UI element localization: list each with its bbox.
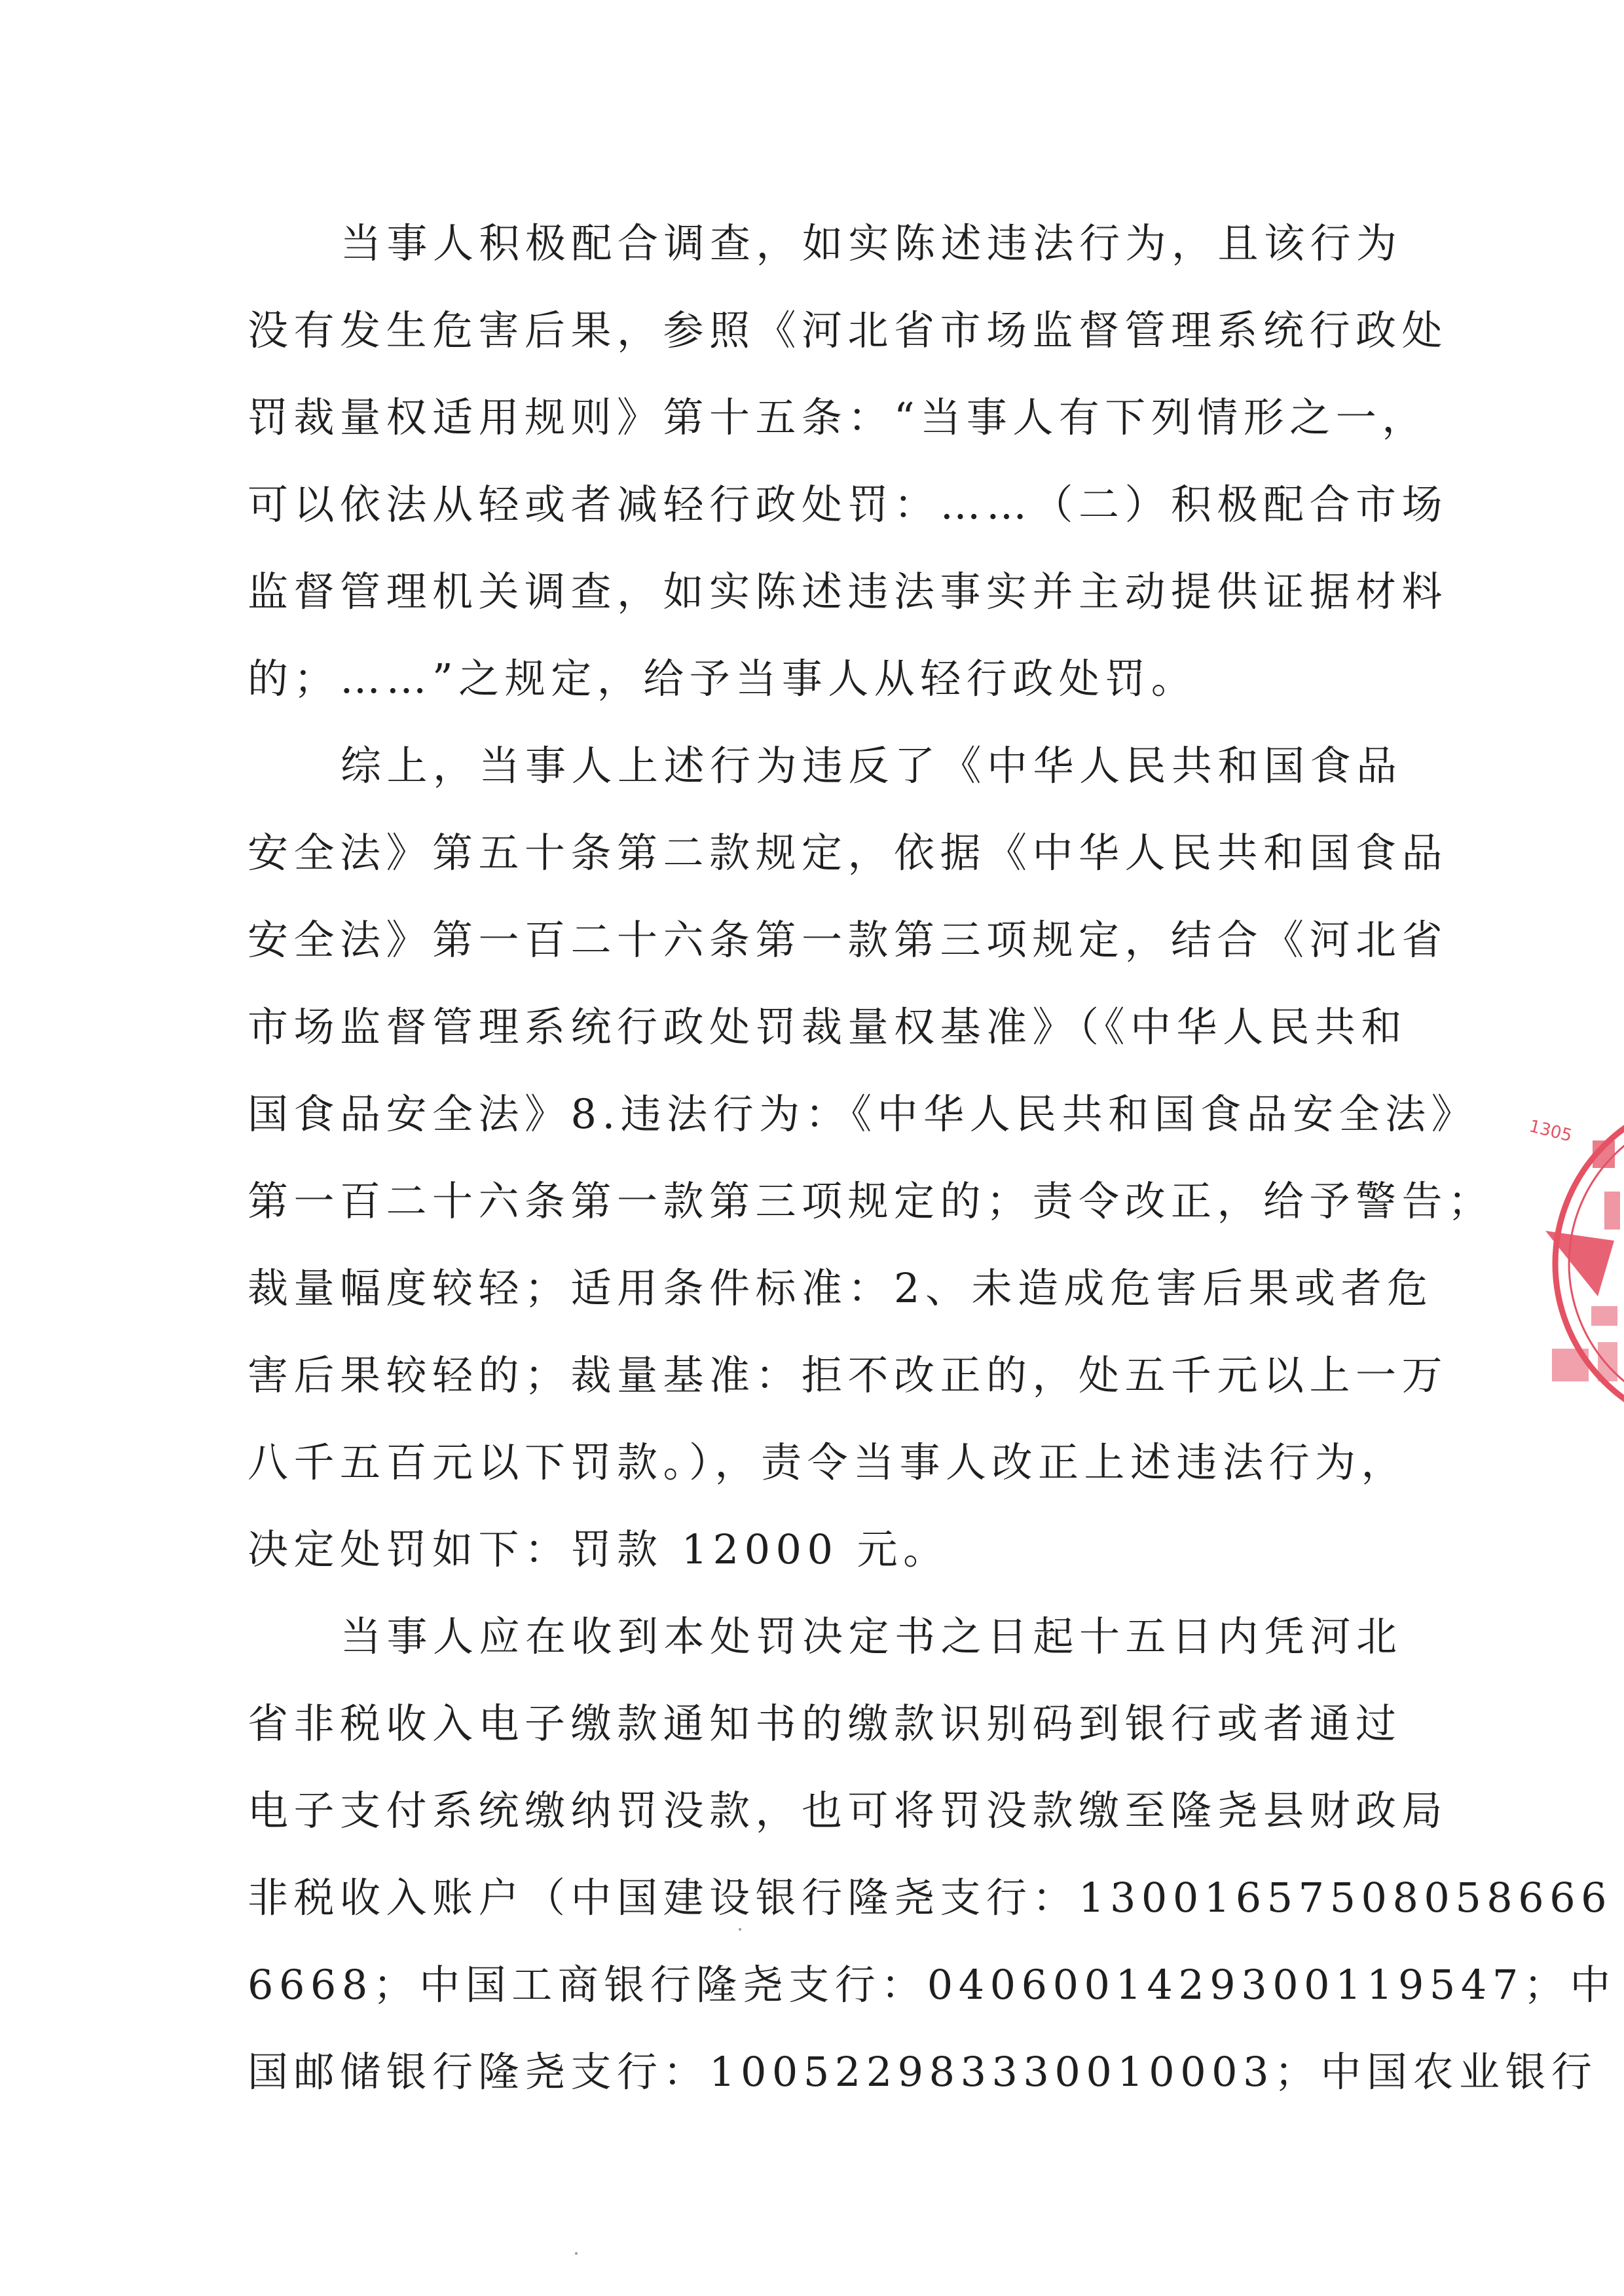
paragraph-2-line-2: 安全法》第五十条第二款规定，依据《中华人民共和国食品 [248, 829, 1449, 877]
paragraph-3-line-4: 非税收入账户（中国建设银行隆尧支行：13001657508058666 [248, 1874, 1613, 1922]
paragraph-3-line-2: 省非税收入电子缴款通知书的缴款识别码到银行或者通过 [248, 1700, 1402, 1747]
paragraph-1-line-2: 没有发生危害后果，参照《河北省市场监督管理系统行政处 [248, 306, 1449, 354]
paragraph-2-line-3: 安全法》第一百二十六条第一款第三项规定，结合《河北省 [248, 916, 1449, 964]
paragraph-2-line-7: 裁量幅度较轻；适用条件标准：2、未造成危害后果或者危 [248, 1264, 1433, 1312]
paragraph-2-line-1: 综上，当事人上述行为违反了《中华人民共和国食品 [341, 742, 1403, 790]
paragraph-2-line-8: 害后果较轻的；裁量基准：拒不改正的，处五千元以上一万 [248, 1351, 1449, 1399]
paragraph-3-line-6: 国邮储银行隆尧支行：100522983330010003；中国农业银行 [248, 2048, 1598, 2096]
paragraph-1-line-6: 的；……”之规定，给予当事人从轻行政处罚。 [248, 655, 1198, 702]
paragraph-1-line-1: 当事人积极配合调查，如实陈述违法行为，且该行为 [341, 219, 1403, 267]
paragraph-2-line-4: 市场监督管理系统行政处罚裁量权基准》（《中华人民共和 [248, 1003, 1408, 1051]
paragraph-3-line-5: 6668；中国工商银行隆尧支行：0406001429300119547；中 [248, 1961, 1616, 2009]
paragraph-2-line-9: 八千五百元以下罚款。），责令当事人改正上述违法行为， [248, 1438, 1408, 1486]
paragraph-3-line-1: 当事人应在收到本处罚决定书之日起十五日内凭河北 [341, 1613, 1403, 1660]
seal-graphic [1506, 1080, 1624, 1447]
scan-speck [575, 2252, 578, 2255]
seal-fragment-text: 1305 [1527, 1116, 1574, 1146]
paragraph-1-line-4: 可以依法从轻或者减轻行政处罚：……（二）积极配合市场 [248, 481, 1449, 528]
paragraph-2-line-10: 决定处罚如下：罚款 12000 元。 [248, 1525, 950, 1573]
paragraph-1-line-3: 罚裁量权适用规则》第十五条：“当事人有下列情形之一， [248, 393, 1428, 441]
paragraph-2-line-6: 第一百二十六条第一款第三项规定的；责令改正，给予警告； [248, 1177, 1494, 1225]
paragraph-1-line-5: 监督管理机关调查，如实陈述违法事实并主动提供证据材料 [248, 568, 1449, 615]
official-seal [1506, 1080, 1624, 1447]
paragraph-3-line-3: 电子支付系统缴纳罚没款，也可将罚没款缴至隆尧县财政局 [248, 1787, 1449, 1834]
paragraph-2-line-5: 国食品安全法》8.违法行为：《中华人民共和国食品安全法》 [248, 1090, 1478, 1138]
scan-speck [739, 1928, 741, 1931]
